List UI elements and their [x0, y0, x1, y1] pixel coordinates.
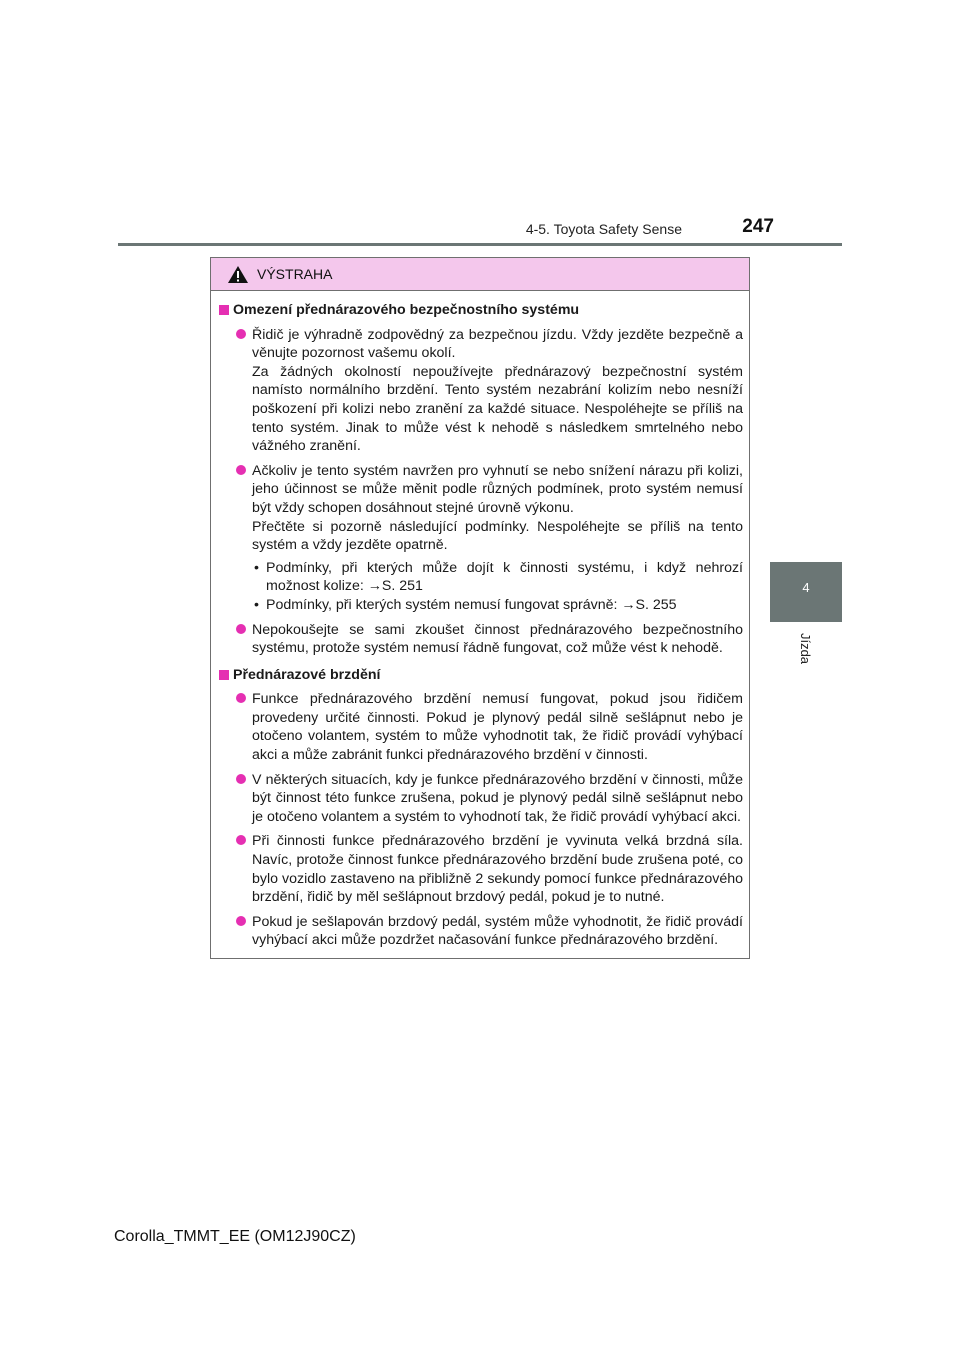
warning-triangle-icon: [227, 265, 249, 284]
bullet-dot-icon: [236, 693, 246, 703]
footer-document-id: Corolla_TMMT_EE (OM12J90CZ): [114, 1228, 356, 1245]
warning-section: [219, 301, 743, 658]
bullet-item: [219, 832, 743, 906]
warning-header: [211, 258, 749, 291]
bullet-dot-icon: [236, 329, 246, 339]
bullet-paragraph: Funkce přednárazového brzdění nemusí fungovat, pokud jsou řidičem provedeny určité činnosti. Pokud je plynový pedál silně sešlápnut nebo je otočeno volantem, systém to může vyhodnotit tak, že řidič provádí vyhýbací akci a může zabránit funkci přednárazového brzdění v činnosti.: [252, 691, 743, 764]
section-title: Omezení přednárazového bezpečnostního systému: [219, 301, 743, 320]
chapter-number: 4: [802, 580, 810, 595]
bullet-paragraph: Nepokoušejte se sami zkoušet činnost přednárazového bezpečnostního systému, protože systém nemusí řádně fungovat, což může vést k nehodě.: [252, 621, 743, 657]
bullet-item: [219, 690, 743, 764]
bullet-item: [219, 771, 743, 827]
bullet-item: [219, 913, 743, 950]
sub-list-item: • Podmínky, při kterých systém nemusí fungovat správně: →S. 255: [252, 596, 743, 615]
page-number: 247: [742, 216, 774, 237]
chapter-label-container: [770, 618, 842, 678]
bullet-paragraph: Přečtěte si pozorně následující podmínky. Nespoléhejte se příliš na tento systém a vždy jezděte opatrně.: [252, 518, 743, 554]
bullet-paragraph: Při činnosti funkce přednárazového brzdění je vyvinuta velká brzdná síla. Navíc, protože činnost funkce přednárazového brzdění bude zrušena poté, co bylo vozidlo zastaveno na přibližně 2 sekundy pomocí funkce přednárazového brzdění, řidič by měl sešlápnout brzdový pedál, pokud je to nutné.: [252, 833, 743, 906]
bullet-paragraph: Za žádných okolností nepoužívejte přednárazový bezpečnostní systém namísto normálního brzdění. Tento systém nezabrání kolizím nebo nesníží poškození při kolizi nebo zranění za každé situace. Nespoléhejte se příliš na tento systém. Jinak to může vést k nehodě s následkem smrtelného nebo vážného zranění.: [252, 363, 743, 455]
bullet-item: [219, 462, 743, 615]
bullet-dot-icon: [236, 835, 246, 845]
sub-list-item: • Podmínky, při kterých může dojít k činnosti systému, i když nehrozí možnost kolize: →S. 251: [252, 559, 743, 596]
chapter-label: Jízda: [798, 632, 814, 664]
warning-content: [211, 291, 749, 950]
chapter-tab: [770, 562, 842, 622]
warning-box: [210, 257, 750, 959]
bullet-item: [219, 326, 743, 456]
bullet-dot-icon: [236, 465, 246, 475]
bullet-dot-icon: [236, 916, 246, 926]
sub-list: [252, 559, 743, 615]
bullet-paragraph: V některých situacích, kdy je funkce přednárazového brzdění v činnosti, může být činnost této funkce zrušena, pokud je plynový pedál silně sešlápnut nebo je otočeno volantem a systém to vyhodnotí tak, že řidič provádí vyhýbací akci.: [252, 771, 743, 825]
warning-title: VÝSTRAHA: [257, 266, 333, 282]
bullet-dot-icon: [236, 774, 246, 784]
bullet-dot-icon: [236, 624, 246, 634]
header-rule: [118, 243, 842, 246]
bullet-paragraph: Ačkoliv je tento systém navržen pro vyhnutí se nebo snížení nárazu při kolizi, jeho účinnost se může měnit podle různých podmínek, proto systém nemusí být vždy schopen dosáhnout stejné úrovně výkonu.: [252, 462, 743, 516]
warning-section: [219, 666, 743, 950]
bullet-paragraph: Pokud je sešlapován brzdový pedál, systém může vyhodnotit, že řidič provádí vyhýbací akci může pozdržet načasování funkce přednárazového brzdění.: [252, 913, 743, 949]
section-title: Přednárazové brzdění: [219, 666, 743, 685]
bullet-paragraph: Řidič je výhradně zodpovědný za bezpečnou jízdu. Vždy jezděte bezpečně a věnujte pozornost vašemu okolí.: [252, 326, 743, 362]
bullet-item: [219, 621, 743, 658]
header-section-title: 4-5. Toyota Safety Sense: [525, 221, 682, 237]
